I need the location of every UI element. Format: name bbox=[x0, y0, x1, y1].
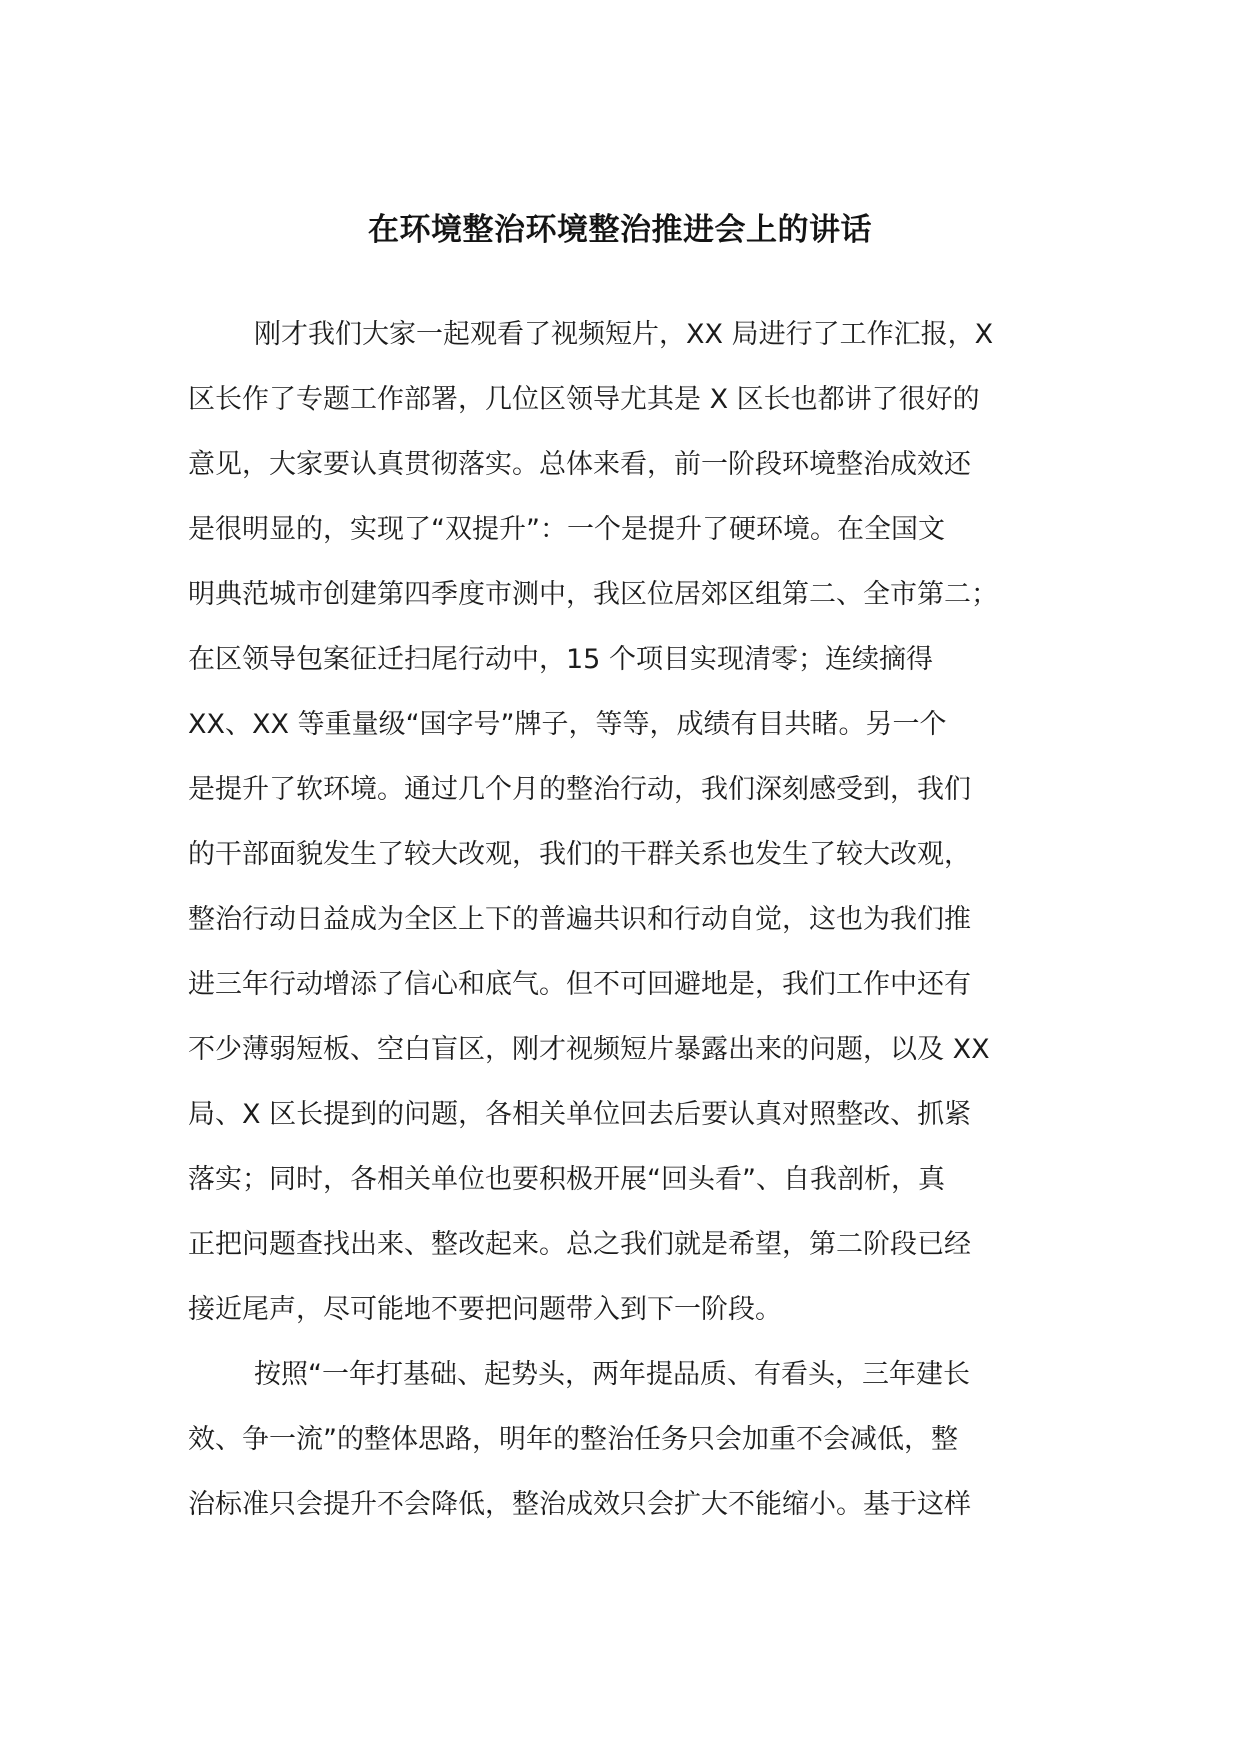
paragraph-line: 的干部面貌发生了较大改观，我们的干群关系也发生了较大改观， bbox=[188, 839, 971, 870]
paragraph-line: 在区领导包案征迁扫尾行动中，15 个项目实现清零；连续摘得 bbox=[188, 644, 933, 675]
paragraph-line: 治标准只会提升不会降低，整治成效只会扩大不能缩小。基于这样 bbox=[188, 1489, 971, 1520]
paragraph-line: 效、争一流”的整体思路，明年的整治任务只会加重不会减低，整 bbox=[188, 1424, 958, 1455]
paragraph-line: 接近尾声，尽可能地不要把问题带入到下一阶段。 bbox=[188, 1294, 782, 1325]
paragraph-line: 整治行动日益成为全区上下的普遍共识和行动自觉，这也为我们推 bbox=[188, 904, 971, 935]
paragraph-line: 明典范城市创建第四季度市测中，我区位居郊区组第二、全市第二； bbox=[188, 579, 998, 610]
paragraph-line: 不少薄弱短板、空白盲区，刚才视频短片暴露出来的问题，以及 XX bbox=[188, 1034, 990, 1065]
paragraph-line: XX、XX 等重量级“国字号”牌子，等等，成绩有目共睹。另一个 bbox=[188, 709, 947, 740]
document-title: 在环境整治环境整治推进会上的讲话 bbox=[368, 212, 872, 248]
paragraph-line: 正把问题查找出来、整改起来。总之我们就是希望，第二阶段已经 bbox=[188, 1229, 971, 1260]
paragraph-line: 是很明显的，实现了“双提升”：一个是提升了硬环境。在全国文 bbox=[188, 514, 945, 545]
paragraph-line: 意见，大家要认真贯彻落实。总体来看，前一阶段环境整治成效还 bbox=[188, 449, 971, 480]
paragraph-line: 按照“一年打基础、起势头，两年提品质、有看头，三年建长 bbox=[254, 1359, 970, 1390]
paragraph-line: 落实；同时，各相关单位也要积极开展“回头看”、自我剖析，真 bbox=[188, 1164, 945, 1195]
paragraph-line: 区长作了专题工作部署，几位区领导尤其是 X 区长也都讲了很好的 bbox=[188, 384, 980, 415]
paragraph-line: 刚才我们大家一起观看了视频短片，XX 局进行了工作汇报，X bbox=[254, 319, 994, 350]
paragraph-line: 局、X 区长提到的问题，各相关单位回去后要认真对照整改、抓紧 bbox=[188, 1099, 972, 1130]
paragraph-line: 是提升了软环境。通过几个月的整治行动，我们深刻感受到，我们 bbox=[188, 774, 971, 805]
document-body bbox=[188, 302, 1068, 1537]
paragraph-line: 进三年行动增添了信心和底气。但不可回避地是，我们工作中还有 bbox=[188, 969, 971, 1000]
